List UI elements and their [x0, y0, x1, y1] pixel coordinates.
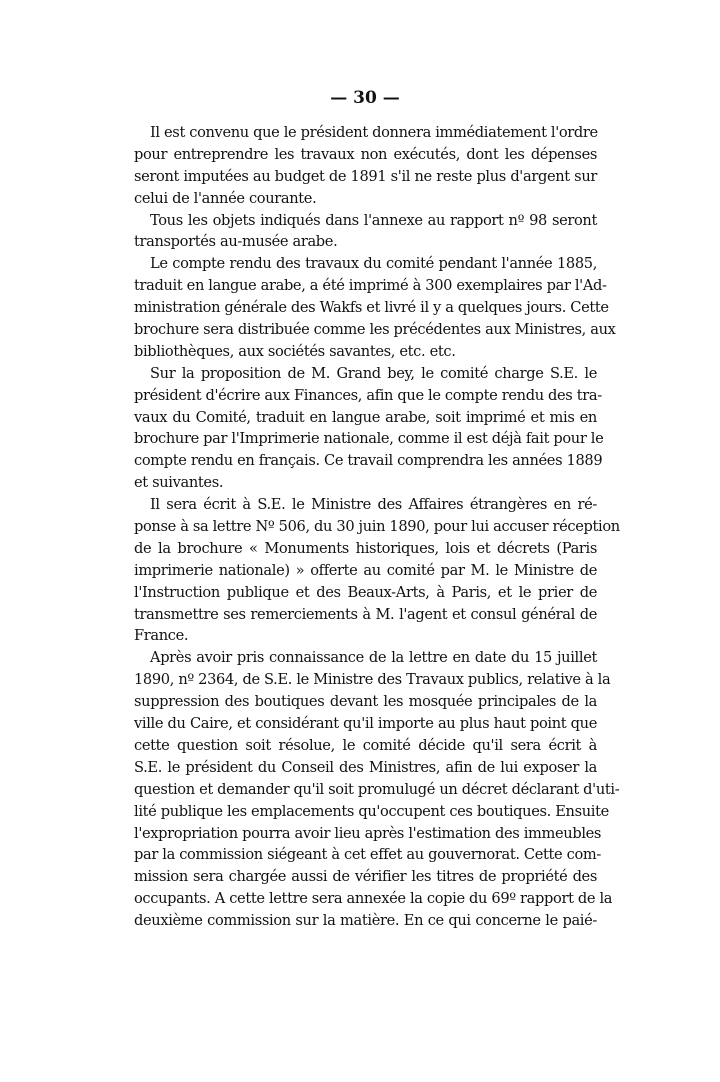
text-line: France.: [134, 627, 189, 645]
text-line: pour entreprendre les travaux non exécutés, dont les dépenses: [134, 145, 597, 163]
text-line: 1890, nº 2364, de S.E. le Ministre des Travaux publics, relative à la: [134, 671, 611, 689]
paragraph: [134, 210, 597, 254]
text-line: celui de l'année courante.: [134, 189, 317, 207]
text-line: transmettre ses remerciements à M. l'agent et consul général de: [134, 605, 597, 623]
text-line: Il sera écrit à S.E. le Ministre des Affaires étrangères en ré-: [150, 496, 597, 514]
text-line: cette question soit résolue, le comité décide qu'il sera écrit à: [134, 736, 597, 754]
text-line: traduit en langue arabe, a été imprimé à 300 exemplaires par l'Ad-: [134, 277, 607, 295]
text-line: de la brochure « Monuments historiques, lois et décrets (Paris: [134, 539, 597, 557]
text-line: ministration générale des Wakfs et livré il y a quelques jours. Cette: [134, 299, 609, 317]
body-text: [134, 122, 620, 932]
text-line: brochure par l'Imprimerie nationale, comme il est déjà fait pour le: [134, 430, 604, 448]
text-line: occupants. A cette lettre sera annexée la copie du 69º rapport de la: [134, 890, 613, 908]
text-line: l'Instruction publique et des Beaux-Arts, à Paris, et le prier de: [134, 583, 597, 601]
text-line: Sur la proposition de M. Grand bey, le comité charge S.E. le: [150, 364, 597, 382]
text-line: ville du Caire, et considérant qu'il importe au plus haut point que: [134, 715, 597, 733]
text-line: question et demander qu'il soit promulugé un décret déclarant d'uti-: [134, 780, 620, 798]
text-line: deuxième commission sur la matière. En ce qui concerne le paié-: [134, 912, 597, 930]
text-line: par la commission siégeant à cet effet au gouvernorat. Cette com-: [134, 846, 601, 864]
text-line: vaux du Comité, traduit en langue arabe, soit imprimé et mis en: [134, 408, 597, 426]
text-line: bibliothèques, aux sociétés savantes, etc. etc.: [134, 342, 456, 360]
text-line: l'expropriation pourra avoir lieu après l'estimation des immeubles: [134, 824, 602, 842]
text-line: président d'écrire aux Finances, afin que le compte rendu des tra-: [134, 386, 602, 404]
text-line: compte rendu en français. Ce travail comprendra les années 1889: [134, 452, 603, 470]
text-line: et suivantes.: [134, 474, 224, 492]
text-line: Le compte rendu des travaux du comité pendant l'année 1885,: [150, 255, 597, 273]
text-line: S.E. le président du Conseil des Ministres, afin de lui exposer la: [134, 758, 597, 776]
text-line: seront imputées au budget de 1891 s'il ne reste plus d'argent sur: [134, 167, 597, 185]
page-number: — 30 —: [330, 88, 400, 108]
text-line: mission sera chargée aussi de vérifier les titres de propriété des: [134, 868, 597, 886]
text-line: ponse à sa lettre Nº 506, du 30 juin 1890, pour lui accuser réception: [134, 518, 620, 536]
paragraph: [134, 494, 620, 647]
text-line: imprimerie nationale) » offerte au comité par M. le Ministre de: [134, 561, 597, 579]
paragraph: [134, 122, 597, 210]
paragraph: [134, 363, 604, 494]
text-line: transportés au-musée arabe.: [134, 233, 338, 251]
text-line: lité publique les emplacements qu'occupent ces boutiques. Ensuite: [134, 802, 609, 820]
paragraph: [134, 253, 616, 362]
text-line: Il est convenu que le président donnera immédiatement l'ordre: [150, 124, 598, 141]
text-line: brochure sera distribuée comme les précédentes aux Ministres, aux: [134, 321, 616, 339]
paragraph: [134, 647, 620, 932]
text-line: Tous les objets indiqués dans l'annexe au rapport nº 98 seront: [150, 211, 597, 229]
text-line: suppression des boutiques devant les mosquée principales de la: [134, 693, 597, 711]
text-line: Après avoir pris connaissance de la lettre en date du 15 juillet: [150, 649, 597, 667]
